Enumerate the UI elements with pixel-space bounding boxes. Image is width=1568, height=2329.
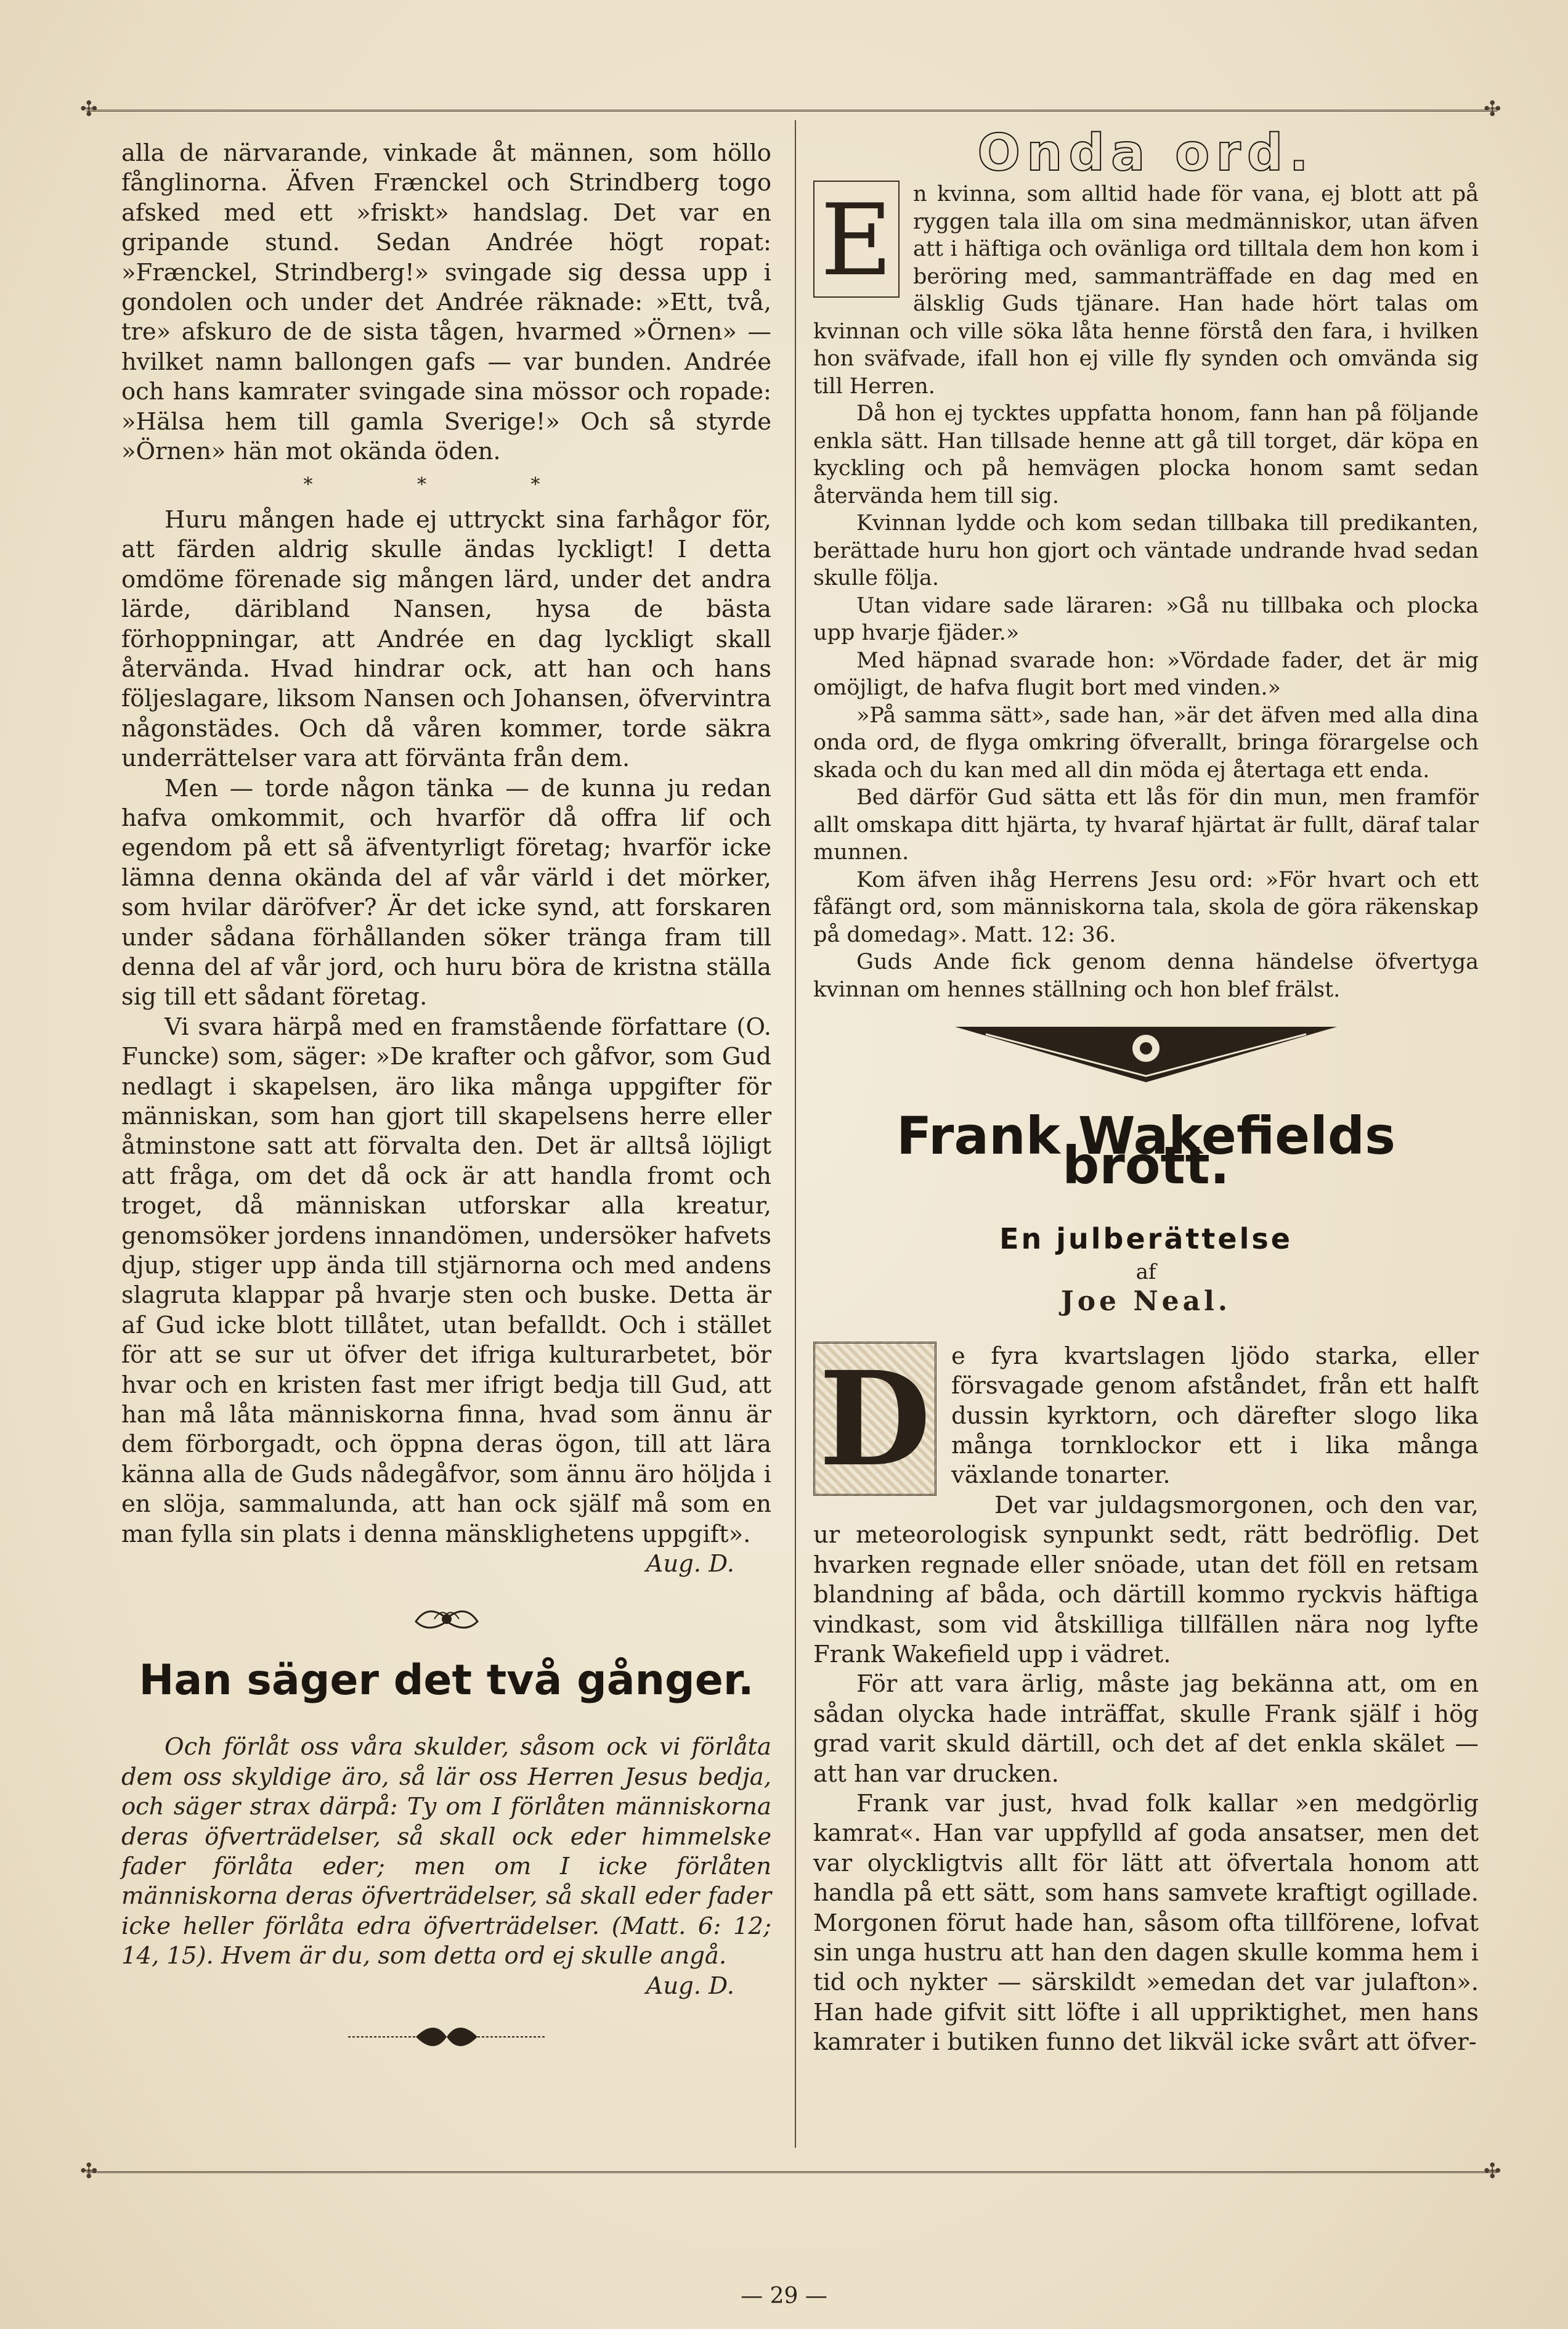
article-paragraph: Kvinnan lydde och kom sedan tillbaka till predikanten, berättade huru hon gjort och väntade undrande hvad sedan skulle följa.	[813, 511, 1479, 591]
article-paragraph: Men — torde någon tänka — de kunna ju redan hafva omkommit, och hvarför då offra lif och egendom på ett så äfventyrligt företag; hvarför icke lämna denna okända del af vår värld i det mörker, som hvilar däröfver? Är det icke synd, att forskaren under sådana förhållanden söker tränga fram till denna del af vår jord, och huru böra de kristna ställa sig till ett sådant företag.	[121, 774, 771, 1011]
drop-cap: D	[813, 1342, 936, 1496]
article-paragraph: Då hon ej tycktes uppfatta honom, fann han på följande enkla sätt. Han tillsade henne att gå till torget, där köpa en kyckling och på hemvägen plocka honom samt sedan återvända hem till sig.	[813, 401, 1479, 508]
section-break-asterisks: * * *	[303, 474, 590, 496]
column-divider	[795, 120, 796, 2148]
top-border-rule	[86, 110, 1497, 112]
article-paragraph: Guds Ande fick genom denna händelse öfvertyga kvinnan om hennes ställning och hon blef frälst.	[813, 950, 1479, 1002]
floral-ornament-icon	[121, 1597, 771, 1647]
story-subtitle: En julberättelse	[999, 1222, 1293, 1255]
article-paragraph: Med häpnad svarade hon: »Vördade fader, det är mig omöjligt, de hafva flugit bort med vinden.»	[813, 648, 1479, 701]
left-column	[121, 139, 771, 2080]
story-paragraph: För att vara ärlig, måste jag bekänna att, om en sådan olycka hade inträffat, skulle Frank själf i hög grad varit skuld därtill, och det af det enkla skälet — att han var drucken.	[813, 1670, 1479, 1788]
article-heading: Onda ord.	[977, 124, 1315, 182]
author-signature: Aug. D.	[646, 1550, 734, 1578]
right-column	[813, 124, 1479, 2058]
article-paragraph: alla de närvarande, vinkade åt männen, som höllo fånglinorna. Äfven Frænckel och Strindberg togo afsked med ett »friskt» handslag. Det var en gripande stund. Sedan Andrée högt ropat: »Frænckel, Strindberg!» svingade sig dessa upp i gondolen och under det Andrée räknade: »Ett, två, tre» afskuro de de sista tågen, hvarmed »Örnen» — hvilket namn ballongen gafs — var bunden. Andrée och hans kamrater svingade sina mössor och ropade: »Hälsa hem till gamla Sverige!» Och så styrde »Örnen» hän mot okända öden.	[121, 139, 771, 466]
corner-ornament-icon: ✣	[1484, 2159, 1501, 2184]
author-signature: Aug. D.	[646, 1972, 734, 2000]
article-paragraph: »På samma sätt», sade han, »är det äfven med alla dina onda ord, de flyga omkring öfverallt, bringa förargelse och skada och du kan med all din möda ej återtaga ett enda.	[813, 703, 1479, 783]
story-title: Frank Wakefields brott.	[896, 1105, 1396, 1196]
drop-cap: E	[813, 181, 900, 298]
corner-ornament-icon: ✣	[1484, 97, 1501, 121]
story-paragraph: Frank var just, hvad folk kallar »en medgörlig kamrat«. Han var uppfylld af goda ansatser, men det var olyckligtvis allt för lätt att öfvertala honom att handla på ett sätt, som hans samvete kraftigt ogillade. Morgonen förut hade han, såsom ofta tillförene, lofvat sin unga hustru att han den dagen skulle komma hem i tid och nykter — särskildt »emedan det var julafton». Han hade gifvit sitt löfte i all uppriktighet, men hans kamrater i butiken funno det likväl icke svårt att öfver-	[813, 1789, 1479, 2057]
corner-ornament-icon: ✣	[80, 2159, 98, 2184]
page-number: — 29 —	[741, 2283, 827, 2309]
byline-af: af	[1135, 1260, 1156, 1285]
story-paragraph: Det var juldagsmorgonen, och den var, ur meteorologisk synpunkt sedt, rätt bedröflig. Det hvarken regnade eller snöade, utan det föll en retsam blandning af båda, och därtill kommo ryckvis häftiga vindkast, som vid åtskilliga tillfällen nära nog lyfte Frank Wakefield upp i vädret.	[813, 1491, 1479, 1668]
story-author: Joe Neal.	[1060, 1286, 1232, 1318]
bottom-border-rule	[86, 2171, 1497, 2173]
corner-ornament-icon: ✣	[80, 97, 98, 121]
article-paragraph: Utan vidare sade läraren: »Gå nu tillbaka och plocka upp hvarje fjäder.»	[813, 593, 1479, 646]
story-paragraph: e fyra kvartslagen ljödo starka, eller försvagade genom afståndet, från ett halft dussin kyrktorn, och därefter slogo lika många tornklockor ett i lika många växlande tonarter.	[951, 1342, 1479, 1490]
banner-ornament-icon	[813, 1021, 1479, 1096]
article-paragraph: Och förlåt oss våra skulder, såsom ock vi förlåta dem oss skyldige äro, så lär oss Herren Jesus bedja, och säger strax därpå: Ty om I förlåten människorna deras öfverträdelser, så skall ock eder himmelske fader förlåta eder; men om I icke förlåten människorna deras öfverträdelser, så skall eder fader icke heller förlåta edra öfverträdelser. (Matt. 6: 12; 14, 15). Hvem är du, som detta ord ej skulle angå.	[121, 1733, 771, 1970]
article-paragraph: Kom äfven ihåg Herrens Jesu ord: »För hvart och ett fåfängt ord, som människorna tala, skola de göra räkenskap på domedag». Matt. 12: 36.	[813, 867, 1479, 947]
article-paragraph: Huru mången hade ej uttryckt sina farhågor för, att färden aldrig skulle ändas lyckligt! I detta omdöme förenade sig mången lärd, under det andra lärde, däribland Nansen, hysa de bästa förhoppningar, att Andrée en dag lyckligt skall återvända. Hvad hindrar ock, att han och hans följeslagare, liksom Nansen och Johansen, öfvervintra någonstädes. Och då våren kommer, torde säkra underrättelser vara att förvänta från dem.	[121, 505, 771, 773]
article-heading: Han säger det två gånger.	[139, 1655, 754, 1705]
scroll-ornament-icon	[121, 2018, 771, 2063]
article-paragraph: n kvinna, som alltid hade för vana, ej blott att på ryggen tala illa om sina medmänniskor, utan äfven att i häftiga och ovänliga ord tilltala dem hon kom i beröring med, sammanträffade en dag med en älsklig Guds tjänare. Han hade hört talas om kvinnan och ville söka låta henne förstå den fara, i hvilken hon sväfvade, ifall hon ej ville fly synden och omvända sig till Herren.	[813, 182, 1479, 399]
article-paragraph: Bed därför Gud sätta ett lås för din mun, men framför allt omskapa ditt hjärta, ty hvaraf hjärtat är fullt, däraf talar munnen.	[813, 785, 1479, 865]
article-paragraph: Vi svara härpå med en framstående författare (O. Funcke) som, säger: »De krafter och gåfvor, som Gud nedlagt i skapelsen, äro lika många uppgifter för människan, som han gjort till skapelsens herre eller åtminstone satt att förvalta den. Det är alltså löjligt att fråga, om det då ock är att handla fromt och troget, då människan utforskar alla kreatur, genomsöker jordens innandömen, undersöker hafvets djup, stiger upp ända till stjärnorna och med andens slagruta klappar på hvarje sten och buske. Detta är af Gud icke blott tillåtet, utan befalldt. Och i stället för att se sur ut öfver det ifriga kulturarbetet, bör hvar och en kristen fast mer ifrigt bedja till Gud, att han må låta människorna finna, hvad som ännu är dem förborgadt, och öppna deras ögon, till att lära känna alla de Guds nådegåfvor, som ännu äro höljda i en slöja, sammalunda, att han ock själf må som en man fylla sin plats i denna mänsklighetens uppgift».	[121, 1013, 771, 1548]
